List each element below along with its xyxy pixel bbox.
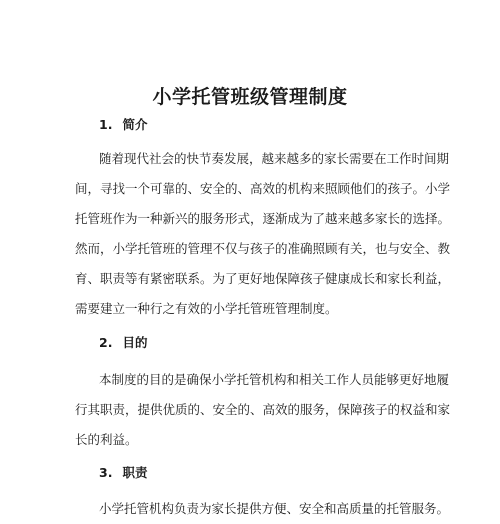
section-paragraph-intro: [75, 144, 451, 324]
section-number: 1.: [99, 117, 113, 132]
section-paragraph-duties: [75, 494, 450, 524]
paragraph-line: 随着现代社会的快节奏发展，越来越多的家长需要在工作时间期: [99, 151, 450, 166]
section-number: 3.: [99, 465, 113, 480]
section-heading-intro: [99, 116, 147, 134]
paragraph-line: 间，寻找一个可靠的、安全的、高效的机构来照顾他们的孩子。小学: [75, 181, 451, 196]
paragraph-line: 然而，小学托管班的管理不仅与孩子的准确照顾有关，也与安全、教: [75, 241, 451, 256]
section-heading-duties: [99, 464, 147, 482]
document-title: 小学托管班级管理制度: [152, 86, 348, 108]
section-title: 目的: [122, 335, 148, 350]
paragraph-line: 育、职责等有紧密联系。为了更好地保障孩子健康成长和家长利益，: [75, 271, 451, 286]
section-title: 职责: [122, 465, 148, 480]
paragraph-line: 小学托管机构负责为家长提供方便、安全和高质量的托管服务。: [99, 501, 450, 516]
paragraph-line: 本制度的目的是确保小学托管机构和相关工作人员能够更好地履: [99, 372, 450, 387]
paragraph-line: 长的利益。: [75, 432, 138, 447]
section-paragraph-purpose: [75, 365, 451, 455]
paragraph-line: 行其职责，提供优质的、安全的、高效的服务，保障孩子的权益和家: [75, 402, 451, 417]
paragraph-line: 需要建立一种行之有效的小学托管班管理制度。: [75, 301, 338, 316]
section-number: 2.: [99, 335, 113, 350]
section-title: 简介: [122, 117, 148, 132]
paragraph-line: 托管班作为一种新兴的服务形式，逐渐成为了越来越多家长的选择。: [75, 211, 451, 226]
section-heading-purpose: [99, 334, 147, 352]
